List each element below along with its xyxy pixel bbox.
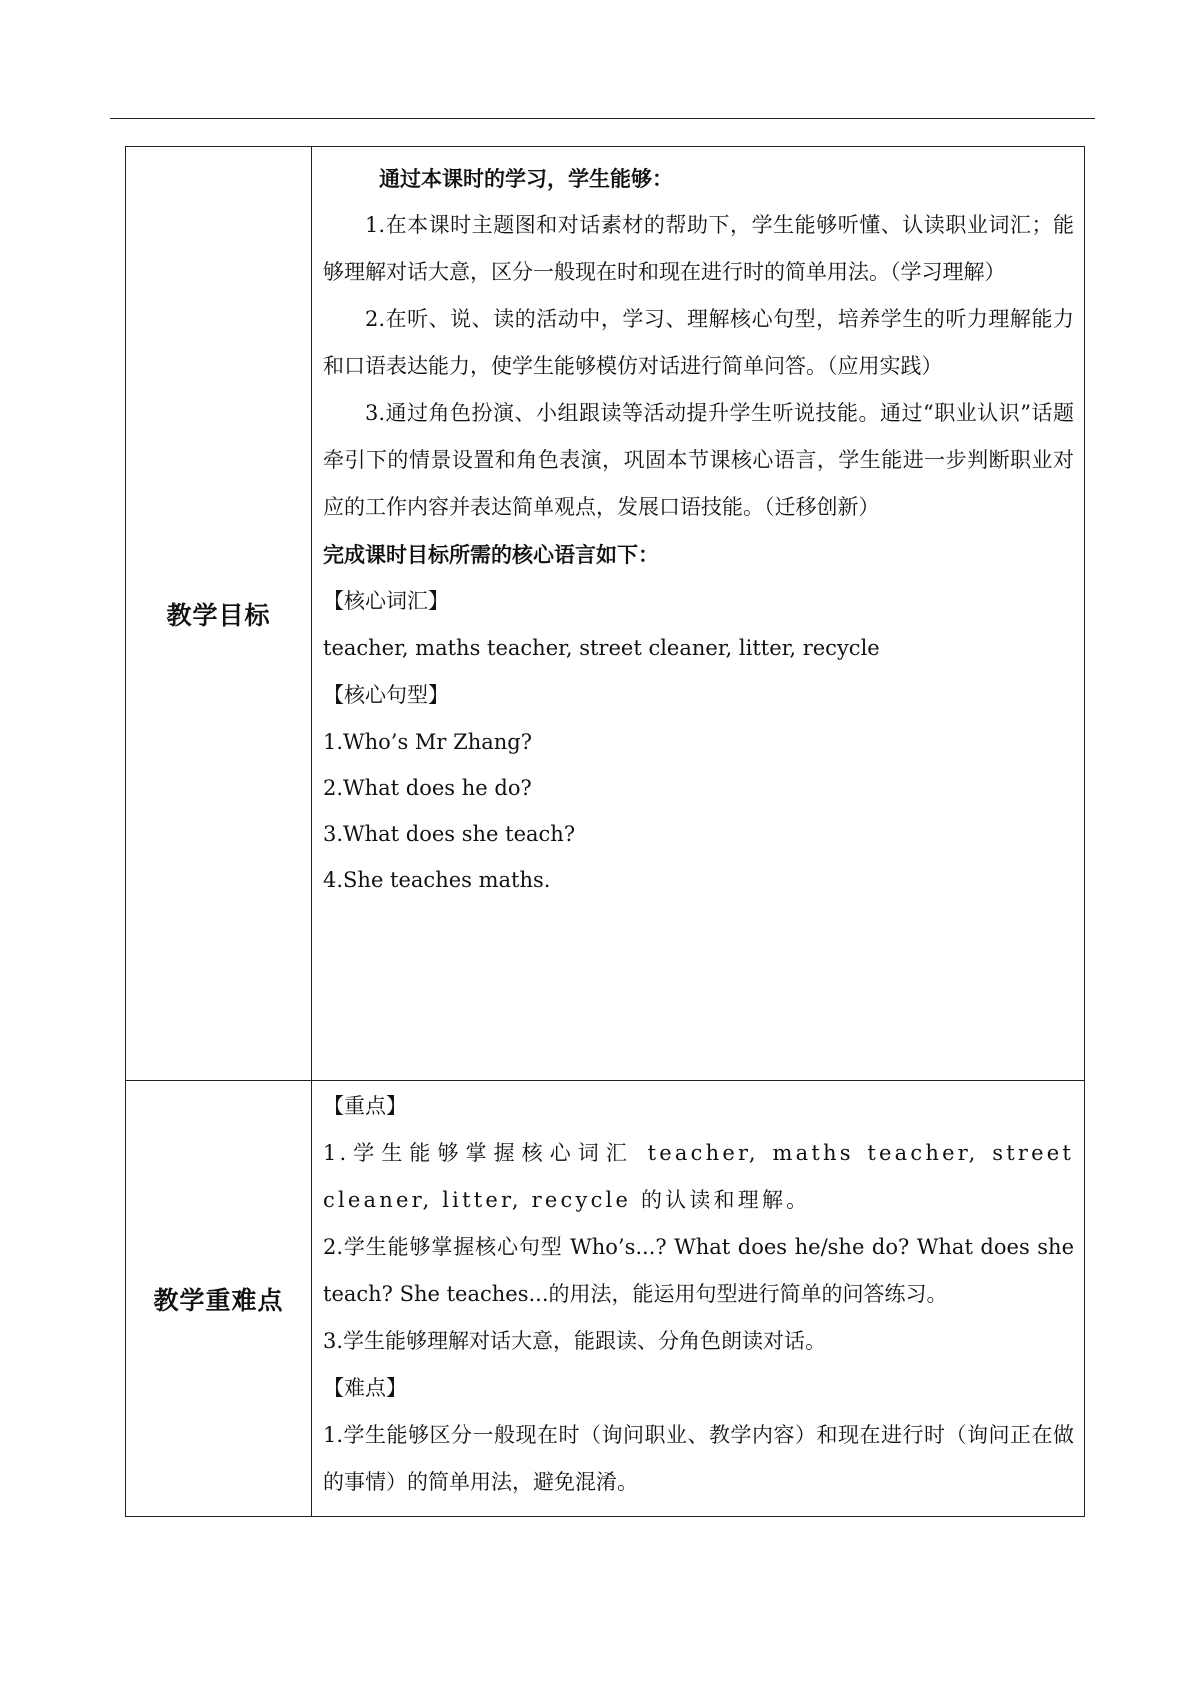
core-language-heading: 完成课时目标所需的核心语言如下： [323,542,659,567]
objective-item-1: 1.在本课时主题图和对话素材的帮助下，学生能够听懂、认读职业词汇；能够理解对话大意，区分一般现在时和现在进行时的简单用法。（学习理解） [323,213,1074,284]
objectives-content [312,147,1085,1081]
core-sentence-1: 1.Who’s Mr Zhang? [323,730,532,754]
key-heading: 【重点】 [323,1094,407,1118]
header-rule [110,118,1095,119]
objective-item-2: 2.在听、说、读的活动中，学习、理解核心句型，培养学生的听力理解能力和口语表达能力，使学生能够模仿对话进行简单问答。（应用实践） [323,307,1074,378]
core-vocab-heading: 【核心词汇】 [323,589,449,613]
core-sentence-4: 4.She teaches maths. [323,868,551,892]
difficult-item-1: 1.学生能够区分一般现在时（询问职业、教学内容）和现在进行时（询问正在做的事情）的简单用法，避免混淆。 [323,1423,1074,1494]
difficult-heading: 【难点】 [323,1376,407,1400]
key-item-2: 2.学生能够掌握核心句型 Who’s...? What does he/she do? What does she teach? She teaches...的用法，能运用句型进行简单的问答练习。 [323,1235,1074,1306]
lesson-plan-table [125,146,1085,1517]
objectives-intro: 通过本课时的学习，学生能够： [379,166,673,191]
objectives-label: 教学目标 [126,147,312,1081]
core-sentence-heading: 【核心句型】 [323,683,449,707]
objective-item-3: 3.通过角色扮演、小组跟读等活动提升学生听说技能。通过“职业认识”话题牵引下的情景设置和角色表演，巩固本节课核心语言，学生能进一步判断职业对应的工作内容并表达简单观点，发展口语技能。（迁移创新） [323,401,1074,519]
core-sentence-3: 3.What does she teach? [323,822,576,846]
key-points-row [126,1081,1085,1517]
key-points-content [312,1081,1085,1517]
key-item-1: 1.学生能够掌握核心词汇 teacher, maths teacher, street cleaner, litter, recycle 的认读和理解。 [323,1141,1074,1212]
core-vocab-list: teacher, maths teacher, street cleaner, litter, recycle [323,636,880,660]
key-item-3: 3.学生能够理解对话大意，能跟读、分角色朗读对话。 [323,1329,827,1353]
objectives-row [126,147,1085,1081]
core-sentence-2: 2.What does he do? [323,776,532,800]
key-points-label: 教学重难点 [126,1081,312,1517]
